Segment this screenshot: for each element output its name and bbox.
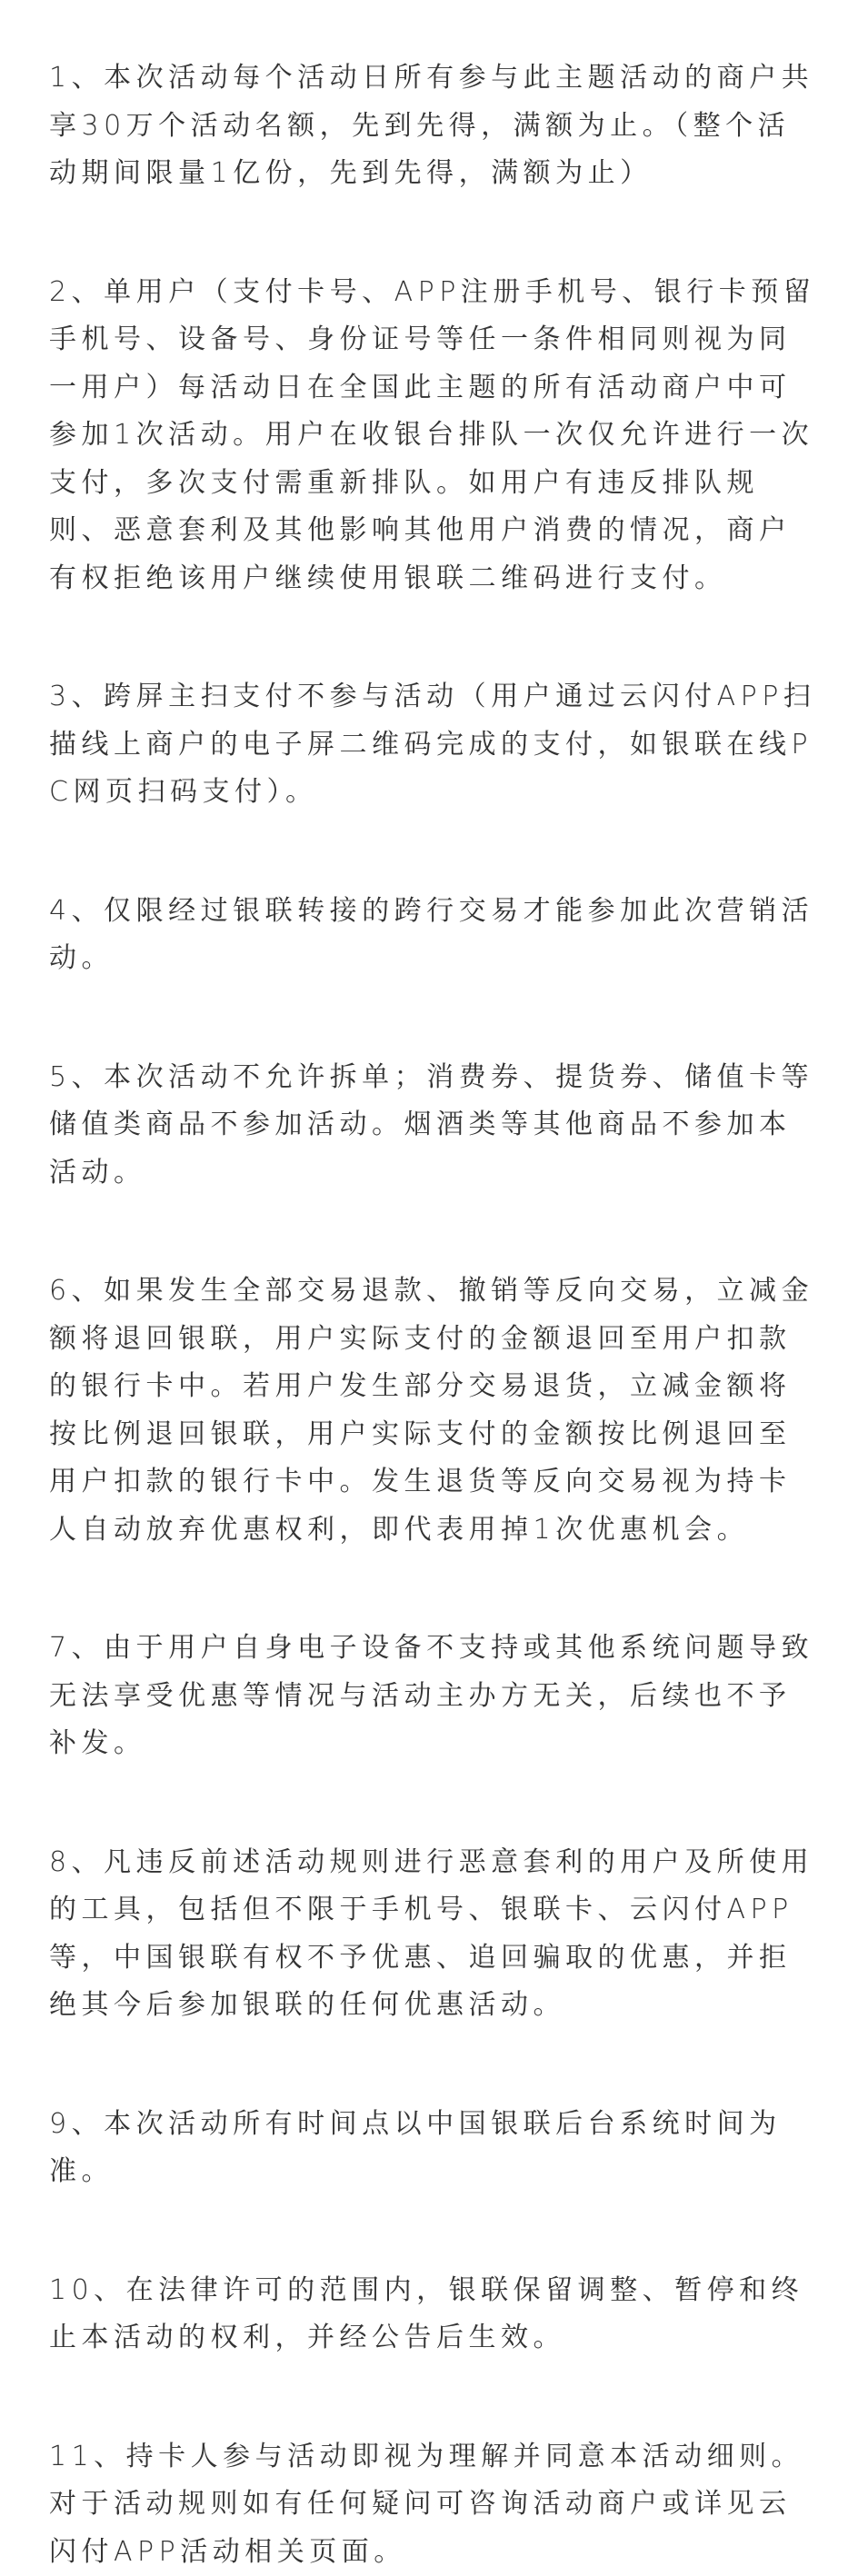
rule-1: 1、本次活动每个活动日所有参与此主题活动的商户共享30万个活动名额，先到先得，满额为止。（整个活动期间限量1亿份，先到先得，满额为止） bbox=[49, 55, 820, 198]
activity-rules bbox=[49, 55, 820, 2576]
rule-5: 5、本次活动不允许拆单；消费券、提货券、储值卡等储值类商品不参加活动。烟酒类等其他商品不参加本活动。 bbox=[49, 1054, 820, 1198]
rule-3: 3、跨屏主扫支付不参与活动（用户通过云闪付APP扫描线上商户的电子屏二维码完成的支付，如银联在线PC网页扫码支付）。 bbox=[49, 673, 820, 817]
rule-4: 4、仅限经过银联转接的跨行交易才能参加此次营销活动。 bbox=[49, 888, 820, 983]
rule-11: 11、持卡人参与活动即视为理解并同意本活动细则。对于活动规则如有任何疑问可咨询活动商户或详见云闪付APP活动相关页面。 bbox=[49, 2433, 820, 2576]
rule-6: 6、如果发生全部交易退款、撤销等反向交易，立减金额将退回银联，用户实际支付的金额退回至用户扣款的银行卡中。若用户发生部分交易退货，立减金额将按比例退回银联，用户实际支付的金额按比例退回至用户扣款的银行卡中。发生退货等反向交易视为持卡人自动放弃优惠权利，即代表用掉1次优惠机会。 bbox=[49, 1268, 820, 1554]
rule-2: 2、单用户（支付卡号、APP注册手机号、银行卡预留手机号、设备号、身份证号等任一条件相同则视为同一用户）每活动日在全国此主题的所有活动商户中可参加1次活动。用户在收银台排队一次仅允许进行一次支付，多次支付需重新排队。如用户有违反排队规则、恶意套利及其他影响其他用户消费的情况，商户有权拒绝该用户继续使用银联二维码进行支付。 bbox=[49, 269, 820, 603]
rule-7: 7、由于用户自身电子设备不支持或其他系统问题导致无法享受优惠等情况与活动主办方无关，后续也不予补发。 bbox=[49, 1625, 820, 1768]
rule-10: 10、在法律许可的范围内，银联保留调整、暂停和终止本活动的权利，并经公告后生效。 bbox=[49, 2267, 820, 2362]
rule-8: 8、凡违反前述活动规则进行恶意套利的用户及所使用的工具，包括但不限于手机号、银联卡、云闪付APP等，中国银联有权不予优惠、追回骗取的优惠，并拒绝其今后参加银联的任何优惠活动。 bbox=[49, 1839, 820, 2030]
rule-9: 9、本次活动所有时间点以中国银联后台系统时间为准。 bbox=[49, 2101, 820, 2196]
